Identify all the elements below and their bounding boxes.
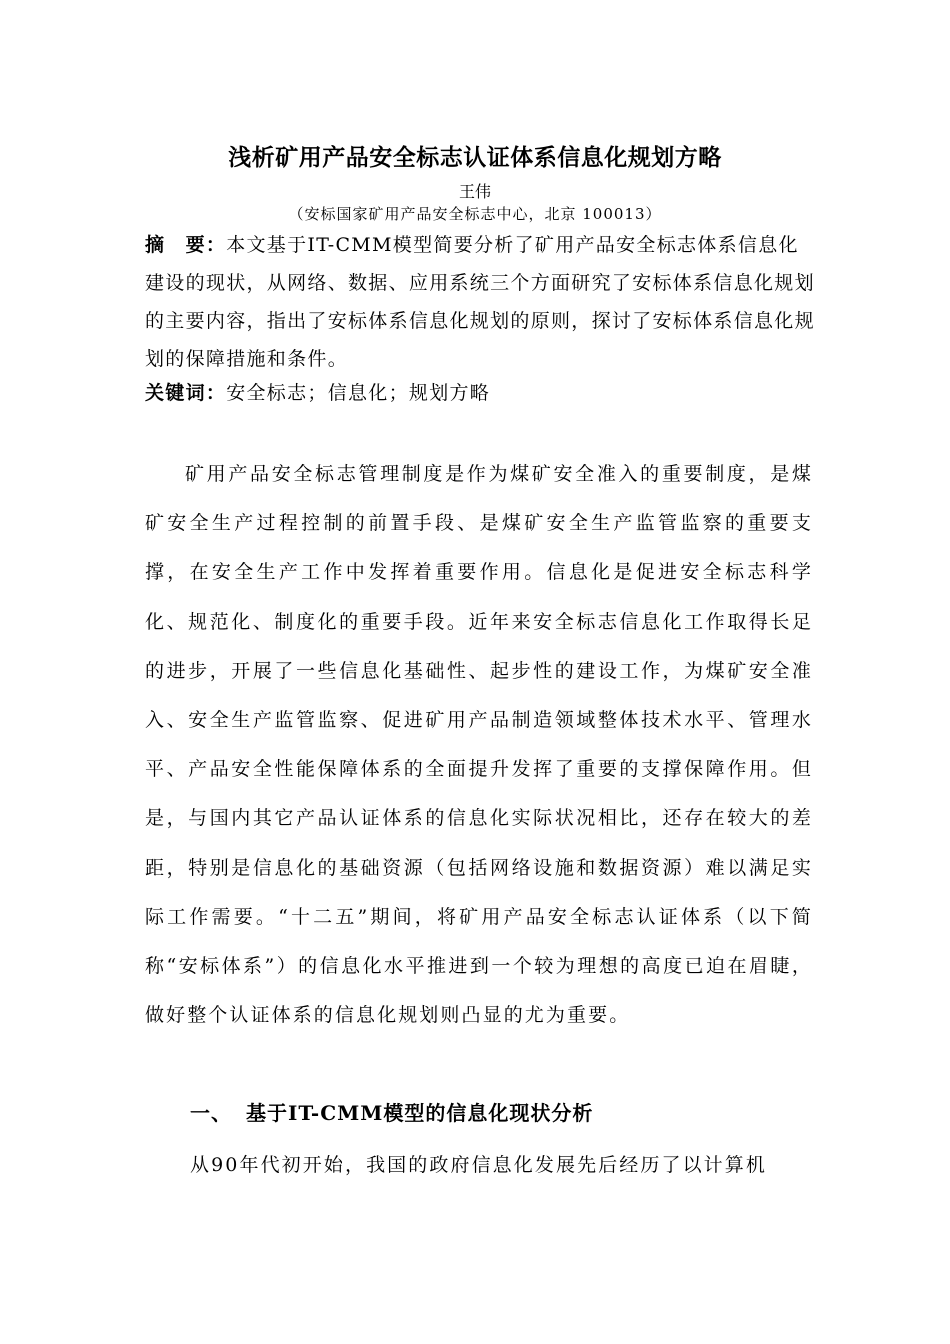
abstract-label: 摘 要： xyxy=(145,234,227,256)
keywords-text: 安全标志；信息化；规划方略 xyxy=(226,382,491,404)
author-name: 王伟 xyxy=(458,182,491,201)
keywords xyxy=(145,378,815,408)
section-title: 基于IT-CMM模型的信息化现状分析 xyxy=(246,1101,594,1125)
section-number: 一、 xyxy=(190,1101,232,1125)
document-title: 浅析矿用产品安全标志认证体系信息化规划方略 xyxy=(228,144,722,171)
abstract xyxy=(145,226,815,378)
abstract-text: 本文基于IT-CMM模型简要分析了矿用产品安全标志体系信息化建设的现状，从网络、数据、应用系统三个方面研究了安标体系信息化规划的主要内容，指出了安标体系信息化规划的原则，探讨了安标体系信息化规划的保障措施和条件。 xyxy=(145,234,815,370)
section-paragraph: 从90年代初开始，我国的政府信息化发展先后经历了以计算机 xyxy=(190,1154,767,1176)
author-affiliation: （安标国家矿用产品安全标志中心，北京 100013） xyxy=(288,205,662,223)
intro-paragraph: 矿用产品安全标志管理制度是作为煤矿安全准入的重要制度，是煤矿安全生产过程控制的前置手段、是煤矿安全生产监管监察的重要支撑，在安全生产工作中发挥着重要作用。信息化是促进安全标志科学化、规范化、制度化的重要手段。近年来安全标志信息化工作取得长足的进步，开展了一些信息化基础性、起步性的建设工作，为煤矿安全准入、安全生产监管监察、促进矿用产品制造领域整体技术水平、管理水平、产品安全性能保障体系的全面提升发挥了重要的支撑保障作用。但是，与国内其它产品认证体系的信息化实际状况相比，还存在较大的差距，特别是信息化的基础资源（包括网络设施和数据资源）难以满足实际工作需要。“十二五”期间，将矿用产品安全标志认证体系（以下简称“安标体系”）的信息化水平推进到一个较为理想的高度已迫在眉睫，做好整个认证体系的信息化规划则凸显的尤为重要。 xyxy=(145,463,813,1027)
section-heading xyxy=(190,1093,810,1133)
keywords-label: 关键词： xyxy=(145,382,227,404)
